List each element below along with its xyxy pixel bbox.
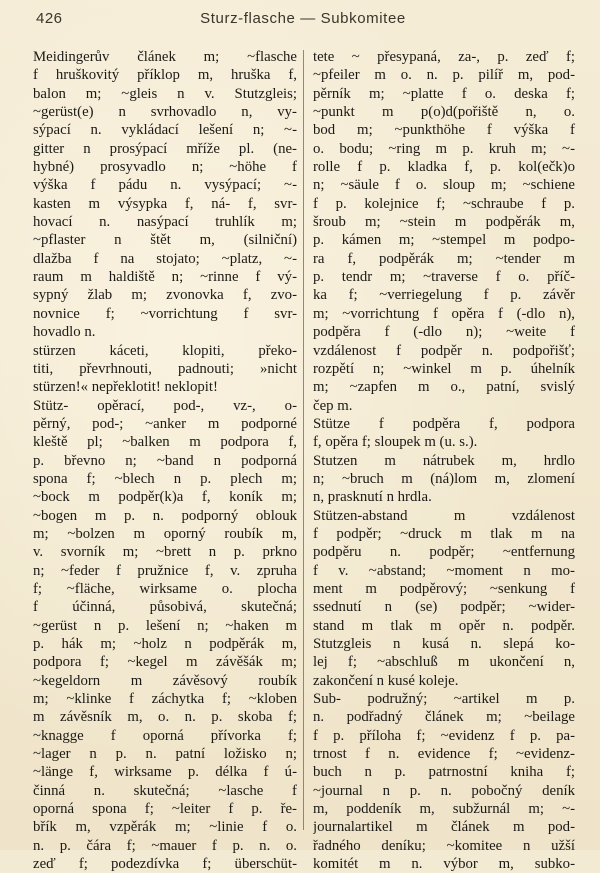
dictionary-line: hovací n. nasýpací truhlík m; [33,214,297,231]
dictionary-line: f; ~fläche, wirksame o. plocha [33,580,297,597]
dictionary-line: f, opěra f; sloupek m (u. s.). [313,434,478,451]
dictionary-line: ~knagge f oporná přívorka f; [33,727,297,744]
dictionary-line: f v. ~abstand; ~moment n mo- [313,562,575,579]
dictionary-line: Stütz- opěrací, pod-, vz-, o- [33,397,297,414]
dictionary-line: raum m haldiště n; ~rinne f vý- [33,269,297,286]
dictionary-line: stürzen!« nepřeklotit! neklopit! [33,379,218,396]
column-divider [303,50,304,830]
dictionary-line: novnice f; ~vorrichtung f svr- [33,305,297,322]
dictionary-line: podpěru n. podpěr; ~entfernung [313,544,575,561]
dictionary-line: ment m podpěrový; ~senkung f [313,580,575,597]
dictionary-line: zakončení n kusé koleje. [313,672,459,689]
dictionary-line: Sub- podružný; ~artikel m p. [313,691,575,708]
dictionary-line: břík m, vzpěrák m; ~linie f o. [33,819,297,836]
dictionary-line: n. p. čára f; ~mauer f p. n. o. [33,837,297,854]
dictionary-line: kasten m výsypka f, ná- f, svr- [33,195,297,212]
dictionary-line: n; ~säule f o. sloup m; ~schiene [313,177,575,194]
dictionary-line: trnost f n. evidence f; ~evidenz- [313,746,575,763]
dictionary-line: šroub m; ~stein m podpěrák m, [313,214,575,231]
dictionary-line: f podpěr; ~druck m tlak m na [313,525,575,542]
dictionary-line: pěrný, pod-; ~anker m podporné [33,415,297,432]
dictionary-line: p. břevno n; ~band n podporná [33,452,297,469]
dictionary-line: titi, převrhnouti, padnouti; »nicht [33,360,297,377]
dictionary-line: v. svorník m; ~brett n p. prkno [33,544,297,561]
dictionary-line: ~punkt m p(o)d(pořiště n, o. [313,104,575,121]
dictionary-line: p. kámen m; ~stempel m podpo- [313,232,575,249]
dictionary-line: Meidingerův článek m; ~flasche [33,49,297,65]
dictionary-line: stürzen káceti, klopiti, překo- [33,342,297,359]
dictionary-line: ~pflaster n štět m, (silniční) [33,232,297,249]
dictionary-line: p. tendr m; ~traverse f o. příč- [313,269,575,286]
dictionary-line: dlažba f na stojato; ~platz, ~- [33,250,297,267]
dictionary-line: o. bodu; ~ring m p. kruh m; ~- [313,140,575,157]
dictionary-line: sypný žlab m; zvonovka f, zvo- [33,287,297,304]
dictionary-line: ~pfeiler m o. n. p. pilíř m, pod- [313,67,575,84]
left-column [33,48,297,873]
dictionary-line: ~länge f, wirksame p. délka f ú- [33,764,297,781]
dictionary-line: rozpětí n; ~winkel m p. úhelník [313,360,575,377]
dictionary-line: m závěsník m, o. n. p. skoba f; [33,709,297,726]
dictionary-line: tete ~ přesypaná, za-, p. zeď f; [313,49,575,65]
dictionary-line: lej f; ~abschluß m ukončení n, [313,654,575,671]
dictionary-line: f účinná, působivá, skutečná; [33,599,297,616]
dictionary-line: Stutzen m nátrubek m, hrdlo [313,452,575,469]
dictionary-line: ~kegeldorn m závěsový roubík [33,672,297,689]
dictionary-line: stand m tlak m opěr n. podpěr. [313,617,575,634]
dictionary-line: f hruškovitý příklop m, hruška f, [33,67,297,84]
dictionary-line: hovadlo n. [33,324,96,341]
dictionary-line: buch n p. patrnostní kniha f; [313,764,575,781]
dictionary-line: gitter n prosýpací mříže pl. (ne- [33,140,297,157]
dictionary-line: f p. kolejnice f; ~schraube f p. [313,195,575,212]
dictionary-line: rolle f p. kladka f, p. kol(ečk)o [313,159,575,176]
dictionary-line: ~journal n p. n. pobočný deník [313,782,575,799]
dictionary-line: m; ~zapfen m o., patní, svislý [313,379,575,396]
dictionary-line: kleště pl; ~balken m podpora f, [33,434,297,451]
dictionary-line: vzdálenost f podpěr n. podpořišť; [313,342,575,359]
dictionary-line: n, prasknutí n hrdla. [313,489,432,506]
dictionary-line: pěrník m; ~platte f o. deska f; [313,85,575,102]
dictionary-line: Stütze f podpěra f, podpora [313,415,575,432]
dictionary-line: ssednutí n (se) podpěr; ~wider- [313,599,575,616]
dictionary-line: sýpací n. vykládací lešení n; ~- [33,122,297,139]
dictionary-line: n; ~feder f pružnice f, v. zpruha [33,562,297,579]
dictionary-line: podpora f; ~kegel m závěšák m; [33,654,297,671]
dictionary-line: n; ~bruch m (ná)lom m, zlomení [313,470,575,487]
dictionary-line: ra f, podpěrák m; ~tender m [313,250,575,267]
page-header [36,10,570,30]
dictionary-line: zeď f; podezdívka f; überschüt- [33,856,297,873]
dictionary-line: činná n. skutečná; ~lasche f [33,782,297,799]
dictionary-line: bod m; ~punkthöhe f výška f [313,122,575,139]
dictionary-line: ka f; ~verriegelung f p. závěr [313,287,575,304]
page-number: 426 [36,10,63,27]
dictionary-line: hybné) prosyvadlo n; ~höhe f [33,159,297,176]
dictionary-line: Stützen-abstand m vzdálenost [313,507,575,524]
running-head: Sturz-flasche — Subkomitee [200,10,406,27]
dictionary-line: journalartikel m článek m pod- [313,819,575,836]
dictionary-line: ~gerüst(e) n svrhovadlo n, vy- [33,104,297,121]
dictionary-line: m; ~vorrichtung f opěra f (-dlo n), [313,305,575,322]
dictionary-line: n. podřadný článek m; ~beilage [313,709,575,726]
dictionary-line: p. hák m; ~holz n podpěrák m, [33,636,297,652]
dictionary-line: ~bogen m p. n. podporný oblouk [33,507,297,524]
dictionary-line: m; ~bolzen m oporný roubík m, [33,525,297,542]
dictionary-line: podpěra f (-dlo n); ~weite f [313,324,575,341]
dictionary-line: čep m. [313,397,353,414]
dictionary-line: m, poddeník m, subžurnál m; ~- [313,801,575,818]
dictionary-line: spona f; ~blech n p. plech m; [33,470,297,487]
dictionary-line: ~bock m podpěr(k)a f, koník m; [33,489,297,506]
dictionary-line: ~lager n p. n. patní ložisko n; [33,746,297,763]
dictionary-line: Stutzgleis n kusá n. slepá ko- [313,636,575,652]
dictionary-line: komitét m n. výbor m, subko- [313,856,575,873]
dictionary-line: balon m; ~gleis n v. Stutzgleis; [33,85,297,102]
dictionary-line: oporná spona f; ~leiter f p. ře- [33,801,297,818]
dictionary-line: řadného deníku; ~komitee n užší [313,837,575,854]
right-column [313,48,575,873]
dictionary-line: výška f pádu n. vysýpací; ~- [33,177,297,194]
dictionary-line: f p. příloha f; ~evidenz f p. pa- [313,727,575,744]
dictionary-line: ~gerüst n p. lešení n; ~haken m [33,617,297,634]
dictionary-line: m; ~klinke f záchytka f; ~kloben [33,691,297,708]
